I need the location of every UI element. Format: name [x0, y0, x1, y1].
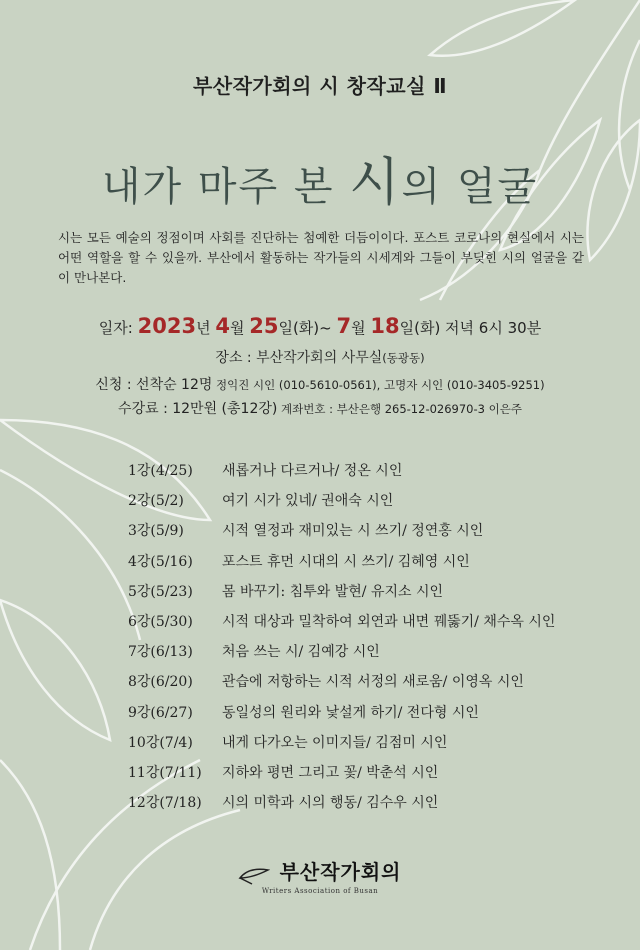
start-tail: 일(화)~	[278, 319, 337, 337]
session: 3강(5/9)	[128, 523, 184, 540]
session: 10강(7/4)	[128, 734, 193, 751]
topic: 포스트 휴먼 시대의 시 쓰기/ 김혜영 시인	[222, 553, 470, 570]
topic: 시적 대상과 밀착하여 외연과 내면 꿰뚫기/ 채수옥 시인	[222, 613, 556, 630]
intro-text: 시는 모든 예술의 정점이며 사회를 진단하는 첨예한 더듬이이다. 포스트 코로나의 현실에서 시는 어떤 역할을 할 수 있을까. 부산에서 활동하는 작가들의 시세계와 그들이 부딪힌 시의 얼굴을 같이 만나본다.	[58, 230, 584, 285]
session: 4강(5/16)	[128, 553, 193, 570]
end-day: 18	[370, 314, 400, 338]
topic: 관습에 저항하는 시적 서정의 새로움/ 이영옥 시인	[222, 674, 524, 691]
apply-contact: 정익진 시인 (010-5610-0561), 고명자 시인 (010-3405-9251)	[212, 378, 545, 392]
topic: 시적 열정과 재미있는 시 쓰기/ 정연홍 시인	[222, 523, 484, 540]
apply: 신청 : 선착순 12명	[95, 377, 213, 393]
logo-ko: 부산작가회의	[279, 860, 402, 884]
quill-leaf-icon	[238, 864, 270, 886]
year-suffix: 년	[196, 319, 216, 337]
topic: 처음 쓰는 시/ 김예강 시인	[222, 644, 380, 661]
end-month: 7	[336, 314, 352, 338]
session: 6강(5/30)	[128, 613, 193, 630]
topic: 여기 시가 있네/ 권애숙 시인	[222, 493, 394, 510]
end-month-suffix: 월	[351, 319, 371, 337]
venue: 장소 : 부산작가회의 사무실	[215, 350, 383, 366]
start-month: 4	[215, 314, 230, 338]
date-line	[0, 314, 640, 338]
year: 2023	[137, 314, 197, 338]
list-item	[128, 490, 608, 520]
logo-en: Writers Association of Busan	[261, 886, 379, 895]
session: 8강(6/20)	[128, 674, 193, 691]
venue-note: (동광동)	[382, 351, 425, 365]
schedule-list	[128, 460, 608, 822]
list-item	[128, 641, 608, 671]
title-part1: 내가 마주 본	[101, 164, 350, 210]
date-label: 일자:	[98, 319, 138, 337]
topic: 동일성의 원리와 낯설게 하기/ 전다형 시인	[222, 704, 479, 721]
session: 9강(6/27)	[128, 704, 193, 721]
page-title	[0, 140, 640, 215]
fee-line	[0, 398, 640, 418]
list-item	[128, 732, 608, 762]
list-item	[128, 581, 608, 611]
session: 2강(5/2)	[128, 493, 184, 510]
title-big: 시	[349, 153, 402, 213]
session: 7강(6/13)	[128, 644, 193, 661]
topic: 새롭거나 다르거나/ 정온 시인	[222, 463, 403, 479]
topic: 내게 다가오는 이미지들/ 김점미 시인	[222, 734, 448, 751]
apply-line	[0, 374, 640, 394]
session: 5강(5/23)	[128, 583, 193, 600]
title-part2: 의 얼굴	[401, 164, 539, 210]
fee: 수강료 : 12만원 (총12강)	[118, 401, 278, 417]
topic: 시의 미학과 시의 행동/ 김수우 시인	[222, 795, 439, 812]
start-day: 25	[249, 314, 279, 338]
list-item	[128, 611, 608, 641]
list-item	[128, 520, 608, 550]
list-item	[128, 671, 608, 701]
venue-line	[0, 347, 640, 367]
list-item	[128, 702, 608, 732]
session: 12강(7/18)	[128, 795, 202, 812]
account: 계좌번호 : 부산은행 265-12-026970-3 이은주	[277, 402, 522, 416]
subtitle: 부산작가회의 시 창작교실 Ⅱ	[192, 74, 448, 98]
footer-logo	[0, 856, 640, 895]
topic: 지하와 평면 그리고 꽃/ 박춘석 시인	[222, 764, 439, 781]
list-item	[128, 460, 608, 490]
list-item	[128, 551, 608, 581]
topic: 몸 바꾸기: 침투와 발현/ 유지소 시인	[222, 583, 444, 600]
session: 11강(7/11)	[128, 764, 202, 781]
session: 1강(4/25)	[128, 463, 193, 479]
list-item	[128, 762, 608, 792]
list-item	[128, 792, 608, 822]
month-suffix: 월	[229, 319, 250, 337]
end-tail: 일(화) 저녁 6시 30분	[399, 319, 542, 337]
